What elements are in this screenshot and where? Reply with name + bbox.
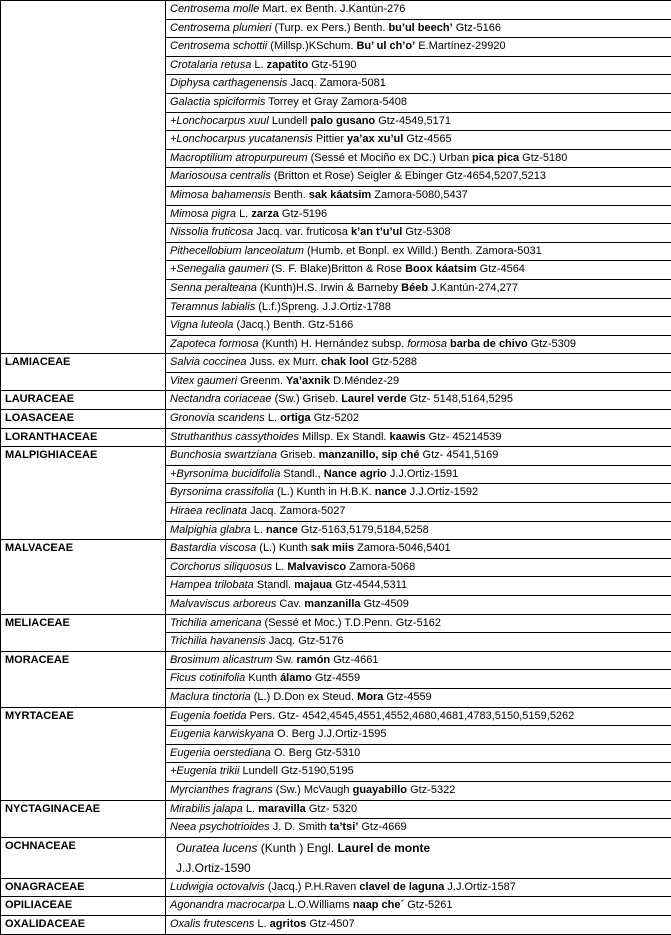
species-name: Senna peralteana (170, 282, 257, 294)
table-row (1, 410, 671, 429)
collection-code: Gtz-5202 (311, 412, 359, 424)
species-author: Millsp. Ex Standl. (299, 431, 389, 443)
family-cell: OXALIDACEAE (1, 915, 166, 934)
species-author: Lundell Gtz-5190,5195 (239, 765, 353, 777)
species-name: Gronovia scandens (170, 412, 265, 424)
species-author: Standl. (254, 579, 294, 591)
collection-code: Gtz- 5320 (306, 803, 357, 815)
species-cell (166, 484, 671, 503)
species-author: Kunth (245, 672, 280, 684)
table-row (1, 915, 671, 934)
species-name: Trichilia americana (170, 617, 262, 629)
common-name: palo gusano (310, 115, 375, 127)
common-name: Boox káatsim (405, 263, 477, 275)
species-author: (Britton et Rose) Seigler & Ebinger Gtz-4654,5207,5213 (271, 170, 546, 182)
species-author: (S. F. Blake)Britton & Rose (268, 263, 405, 275)
table-row (1, 1, 671, 20)
species-cell (166, 521, 671, 540)
species-cell (166, 558, 671, 577)
species-cell (166, 335, 671, 354)
common-name: ortiga (280, 412, 311, 424)
species-cell (166, 726, 671, 745)
species-author: Jacq. var. fruticosa (253, 226, 351, 238)
common-name: Ya’axnik (286, 375, 330, 387)
species-author: (Sessé et Moc.) T.D.Penn. Gtz-5162 (262, 617, 442, 629)
species-cell (166, 688, 671, 707)
species-cell (166, 112, 671, 131)
species-name: Maclura tinctoria (170, 691, 251, 703)
species-name: Mirabilis jalapa (170, 803, 243, 815)
species-cell (166, 897, 671, 916)
species-name: Teramnus labialis (170, 301, 255, 313)
species-author: Standl., (280, 468, 323, 480)
collection-code: Gtz-4559 (312, 672, 360, 684)
species-author: Benth. (271, 189, 309, 201)
species-author: L. (236, 208, 251, 220)
common-name: sak káatsim (309, 189, 371, 201)
species-author: L. (254, 918, 269, 930)
common-name: majaua (294, 579, 332, 591)
family-cell: MALPIGHIACEAE (1, 447, 166, 540)
collection-code: E.Martínez-29920 (415, 40, 506, 52)
species-author: L. (251, 524, 266, 536)
species-cell (166, 410, 671, 429)
species-cell (166, 298, 671, 317)
common-name: kaawis (390, 431, 426, 443)
species-name: Neea psychotrioides (170, 821, 270, 833)
family-cell: OPILIACEAE (1, 897, 166, 916)
species-name: Hiraea reclinata (170, 505, 247, 517)
species-name: Salvia coccinea (170, 356, 246, 368)
species-name: Byrsonima crassifolia (170, 486, 274, 498)
species-author: (Kunth) H. Hernández subsp. (259, 338, 408, 350)
species-author: L. (243, 803, 258, 815)
family-cell (1, 1, 166, 354)
species-author: (L.) Kunth in H.B.K. (274, 486, 375, 498)
common-name: Malvavisco (287, 561, 346, 573)
species-author: Pittier (313, 133, 347, 145)
common-name: Béeb (401, 282, 428, 294)
collection-code: J.J.Ortiz-1590 (176, 861, 251, 875)
species-name: Malvaviscus arboreus (170, 598, 276, 610)
species-author: (Kunth)H.S. Irwin & Barneby (257, 282, 401, 294)
species-name: Pithecellobium lanceolatum (170, 245, 304, 257)
species-name: Vigna luteola (170, 319, 233, 331)
family-cell: LAURACEAE (1, 391, 166, 410)
collection-code: Gtz-5180 (519, 152, 567, 164)
collection-code: Gtz-5196 (279, 208, 327, 220)
species-name: Eugenia karwiskyana (170, 728, 274, 740)
species-cell (166, 56, 671, 75)
species-author: (Turp. ex Pers.) Benth. (271, 22, 388, 34)
species-cell (166, 428, 671, 447)
species-name: Crotalaria retusa (170, 59, 251, 71)
common-name: maravilla (258, 803, 306, 815)
family-cell: LOASACEAE (1, 410, 166, 429)
species-cell (166, 149, 671, 168)
family-cell: MYRTACEAE (1, 707, 166, 800)
species-name: Brosimum alicastrum (170, 654, 273, 666)
species-cell (166, 279, 671, 298)
species-cell (166, 800, 671, 819)
collection-code: Gtz-4507 (306, 918, 354, 930)
collection-code: Gtz-5308 (402, 226, 450, 238)
species-cell (166, 614, 671, 633)
common-name: manzanillo, sip ché (319, 449, 420, 461)
collection-code: Gtz- 45214539 (426, 431, 502, 443)
species-author: (L.) Kunth (256, 542, 310, 554)
species-name: Centrosema plumieri (170, 22, 271, 34)
species-name: Ficus cotinifolia (170, 672, 245, 684)
table-row (1, 800, 671, 819)
common-name: zapatito (267, 59, 309, 71)
species-author: Pers. Gtz- 4542,4545,4551,4552,4680,4681,4783,5150,5159,5262 (246, 710, 574, 722)
collection-code: Zamora-5046,5401 (354, 542, 451, 554)
species-cell (166, 19, 671, 38)
species-cell (166, 242, 671, 261)
species-author: (L.f.)Spreng. J.J.Ortiz-1788 (255, 301, 391, 313)
collection-code: Gtz-5166 (453, 22, 501, 34)
species-name: Vitex gaumeri (170, 375, 237, 387)
collection-code: Gtz-4559 (383, 691, 431, 703)
species-author: (Jacq.) Benth. Gtz-5166 (233, 319, 353, 331)
species-author: (Jacq.) P.H.Raven (265, 881, 360, 893)
species-author: Torrey et Gray Zamora-5408 (265, 96, 407, 108)
common-name: nance (375, 486, 407, 498)
collection-code: Gtz-5309 (528, 338, 576, 350)
species-cell (166, 317, 671, 336)
common-name: Nance agrio (324, 468, 387, 480)
species-cell (166, 878, 671, 897)
family-cell: LORANTHACEAE (1, 428, 166, 447)
species-cell (166, 670, 671, 689)
species-cell (166, 819, 671, 838)
collection-code: Gtz-5288 (369, 356, 417, 368)
species-cell (166, 131, 671, 150)
species-name: Ludwigia octovalvis (170, 881, 265, 893)
species-name: Corchorus siliquosus (170, 561, 272, 573)
collection-code: Zamora-5080,5437 (371, 189, 468, 201)
species-name: Hampea trilobata (170, 579, 254, 591)
collection-code: Gtz-5190 (308, 59, 356, 71)
collection-code: Gtz-4661 (330, 654, 378, 666)
species-cell (166, 205, 671, 224)
common-name: sak miis (311, 542, 354, 554)
species-author: L. (265, 412, 280, 424)
species-name: Zapoteca formosa (170, 338, 259, 350)
species-author: (Sw.) McVaugh (273, 784, 353, 796)
species-name: +Byrsonima bucidifolia (170, 468, 280, 480)
table-row (1, 354, 671, 373)
species-name: Centrosema schottii (170, 40, 267, 52)
common-name: guayabillo (353, 784, 407, 796)
species-cell (166, 915, 671, 934)
species-name: Trichilia havanensis (170, 635, 266, 647)
species-cell (166, 781, 671, 800)
species-name: +Lonchocarpus yucatanensis (170, 133, 313, 145)
common-name: ta’tsi’ (330, 821, 359, 833)
species-author: Jacq. Gtz-5176 (266, 635, 344, 647)
family-cell: OCHNACEAE (1, 837, 166, 878)
species-name: +Lonchocarpus xuul (170, 115, 269, 127)
species-author: J. D. Smith (270, 821, 330, 833)
collection-code: Gtz-4509 (361, 598, 409, 610)
species-author: Sw. (273, 654, 297, 666)
species-cell (166, 75, 671, 94)
species-name: Macroptilium atropurpureum (170, 152, 308, 164)
common-name: agritos (270, 918, 307, 930)
species-author: Juss. ex Murr. (246, 356, 321, 368)
collection-code: J.J.Ortiz-1587 (444, 881, 516, 893)
species-name: Myrcianthes fragrans (170, 784, 273, 796)
table-row (1, 614, 671, 633)
species-cell (166, 261, 671, 280)
collection-code: Zamora-5068 (346, 561, 415, 573)
species-author: L.O.Williams (285, 899, 353, 911)
species-author: Cav. (276, 598, 304, 610)
species-author: Griseb. (277, 449, 319, 461)
common-name: bu’ul beech’ (388, 22, 452, 34)
species-name: Agonandra macrocarpa (170, 899, 285, 911)
species-cell (166, 168, 671, 187)
species-cell (166, 38, 671, 57)
species-name: Oxalis frutescens (170, 918, 254, 930)
table-row (1, 540, 671, 559)
collection-code: Gtz- 4541,5169 (419, 449, 498, 461)
collection-code: Gtz-4549,5171 (375, 115, 451, 127)
species-author: (Humb. et Bonpl. ex Willd.) Benth. Zamora-5031 (304, 245, 542, 257)
species-author: (Sessé et Mociño ex DC.) Urban (308, 152, 472, 164)
family-cell: LAMIACEAE (1, 354, 166, 391)
collection-code: D.Méndez-29 (330, 375, 399, 387)
species-name: Struthanthus cassythoides (170, 431, 299, 443)
common-name: clavel de laguna (359, 881, 444, 893)
table-row (1, 447, 671, 466)
family-cell: MELIACEAE (1, 614, 166, 651)
table-row (1, 651, 671, 670)
table-row (1, 391, 671, 410)
common-name: zarza (251, 208, 279, 220)
common-name: álamo (280, 672, 312, 684)
species-author: (Millsp.)KSchum. (267, 40, 356, 52)
species-subspecies: formosa (407, 338, 447, 350)
collection-code: Gtz-4669 (358, 821, 406, 833)
collection-code: Gtz- 5148,5164,5295 (407, 393, 513, 405)
species-name: Ouratea lucens (176, 841, 257, 855)
species-cell (166, 465, 671, 484)
species-author: (Sw.) Griseb. (272, 393, 342, 405)
collection-code: Gtz-4544,5311 (332, 579, 407, 591)
collection-code: Gtz-5261 (404, 899, 452, 911)
species-name: Mimosa pigra (170, 208, 236, 220)
collection-code: Gtz-4565 (403, 133, 451, 145)
species-author: O. Berg Gtz-5310 (271, 747, 360, 759)
collection-code: J.J.Ortiz-1592 (407, 486, 479, 498)
common-name: manzanilla (304, 598, 360, 610)
species-author: Mart. ex Benth. J.Kantún-276 (259, 3, 405, 15)
species-name: Mimosa bahamensis (170, 189, 271, 201)
species-name: Diphysa carthagenensis (170, 77, 287, 89)
common-name: nance (266, 524, 298, 536)
common-name: Laurel verde (341, 393, 406, 405)
collection-code: J.Kantún-274,277 (428, 282, 518, 294)
family-cell: ONAGRACEAE (1, 878, 166, 897)
species-author: (Kunth ) Engl. (257, 841, 337, 855)
species-cell (166, 744, 671, 763)
species-name: Nissolia fruticosa (170, 226, 253, 238)
species-cell (166, 186, 671, 205)
species-cell (166, 707, 671, 726)
common-name: Bu’ ul ch’o’ (356, 40, 415, 52)
species-name: Nectandra coriaceae (170, 393, 272, 405)
family-cell: MALVACEAE (1, 540, 166, 614)
species-cell (166, 503, 671, 522)
species-name: +Eugenia trikii (170, 765, 239, 777)
species-cell (166, 372, 671, 391)
species-cell (166, 596, 671, 615)
species-name: Eugenia foetida (170, 710, 246, 722)
table-row (1, 878, 671, 897)
table-row (1, 707, 671, 726)
species-name: +Senegalia gaumeri (170, 263, 268, 275)
common-name: barba de chivo (447, 338, 528, 350)
species-cell (166, 763, 671, 782)
species-cell (166, 577, 671, 596)
common-name: ramón (297, 654, 331, 666)
species-author: Lundell (269, 115, 311, 127)
species-name: Mariosousa centralis (170, 170, 271, 182)
common-name: Mora (357, 691, 383, 703)
family-cell: MORACEAE (1, 651, 166, 707)
common-name: ya’ax xu’ul (347, 133, 403, 145)
common-name: naap che´ (353, 899, 404, 911)
species-cell (166, 837, 671, 878)
species-cell (166, 391, 671, 410)
species-cell (166, 540, 671, 559)
species-author: O. Berg J.J.Ortiz-1595 (274, 728, 386, 740)
common-name: k’an t’u’ul (351, 226, 402, 238)
species-author: (L.) D.Don ex Steud. (251, 691, 357, 703)
species-name: Centrosema molle (170, 3, 259, 15)
species-name: Bunchosia swartziana (170, 449, 277, 461)
species-name: Malpighia glabra (170, 524, 251, 536)
species-author: Jacq. Zamora-5081 (287, 77, 385, 89)
table-row (1, 428, 671, 447)
species-name: Galactia spiciformis (170, 96, 265, 108)
common-name: Laurel de monte (337, 841, 430, 855)
species-name: Eugenia oerstediana (170, 747, 271, 759)
species-cell (166, 651, 671, 670)
species-cell (166, 447, 671, 466)
common-name: pica pica (472, 152, 519, 164)
species-cell (166, 1, 671, 20)
collection-code: Gtz-5163,5179,5184,5258 (298, 524, 429, 536)
common-name: chak lool (321, 356, 369, 368)
species-cell (166, 354, 671, 373)
species-cell (166, 93, 671, 112)
species-author: Jacq. Zamora-5027 (247, 505, 345, 517)
collection-code: J.J.Ortiz-1591 (387, 468, 459, 480)
species-cell (166, 633, 671, 652)
collection-code: Gtz-5322 (407, 784, 455, 796)
species-author: L. (272, 561, 287, 573)
table-row (1, 837, 671, 878)
species-name: Bastardia viscosa (170, 542, 256, 554)
species-author: L. (251, 59, 266, 71)
species-cell (166, 224, 671, 243)
collection-code: Gtz-4564 (477, 263, 525, 275)
family-cell: NYCTAGINACEAE (1, 800, 166, 837)
table-row (1, 897, 671, 916)
species-author: Greenm. (237, 375, 286, 387)
